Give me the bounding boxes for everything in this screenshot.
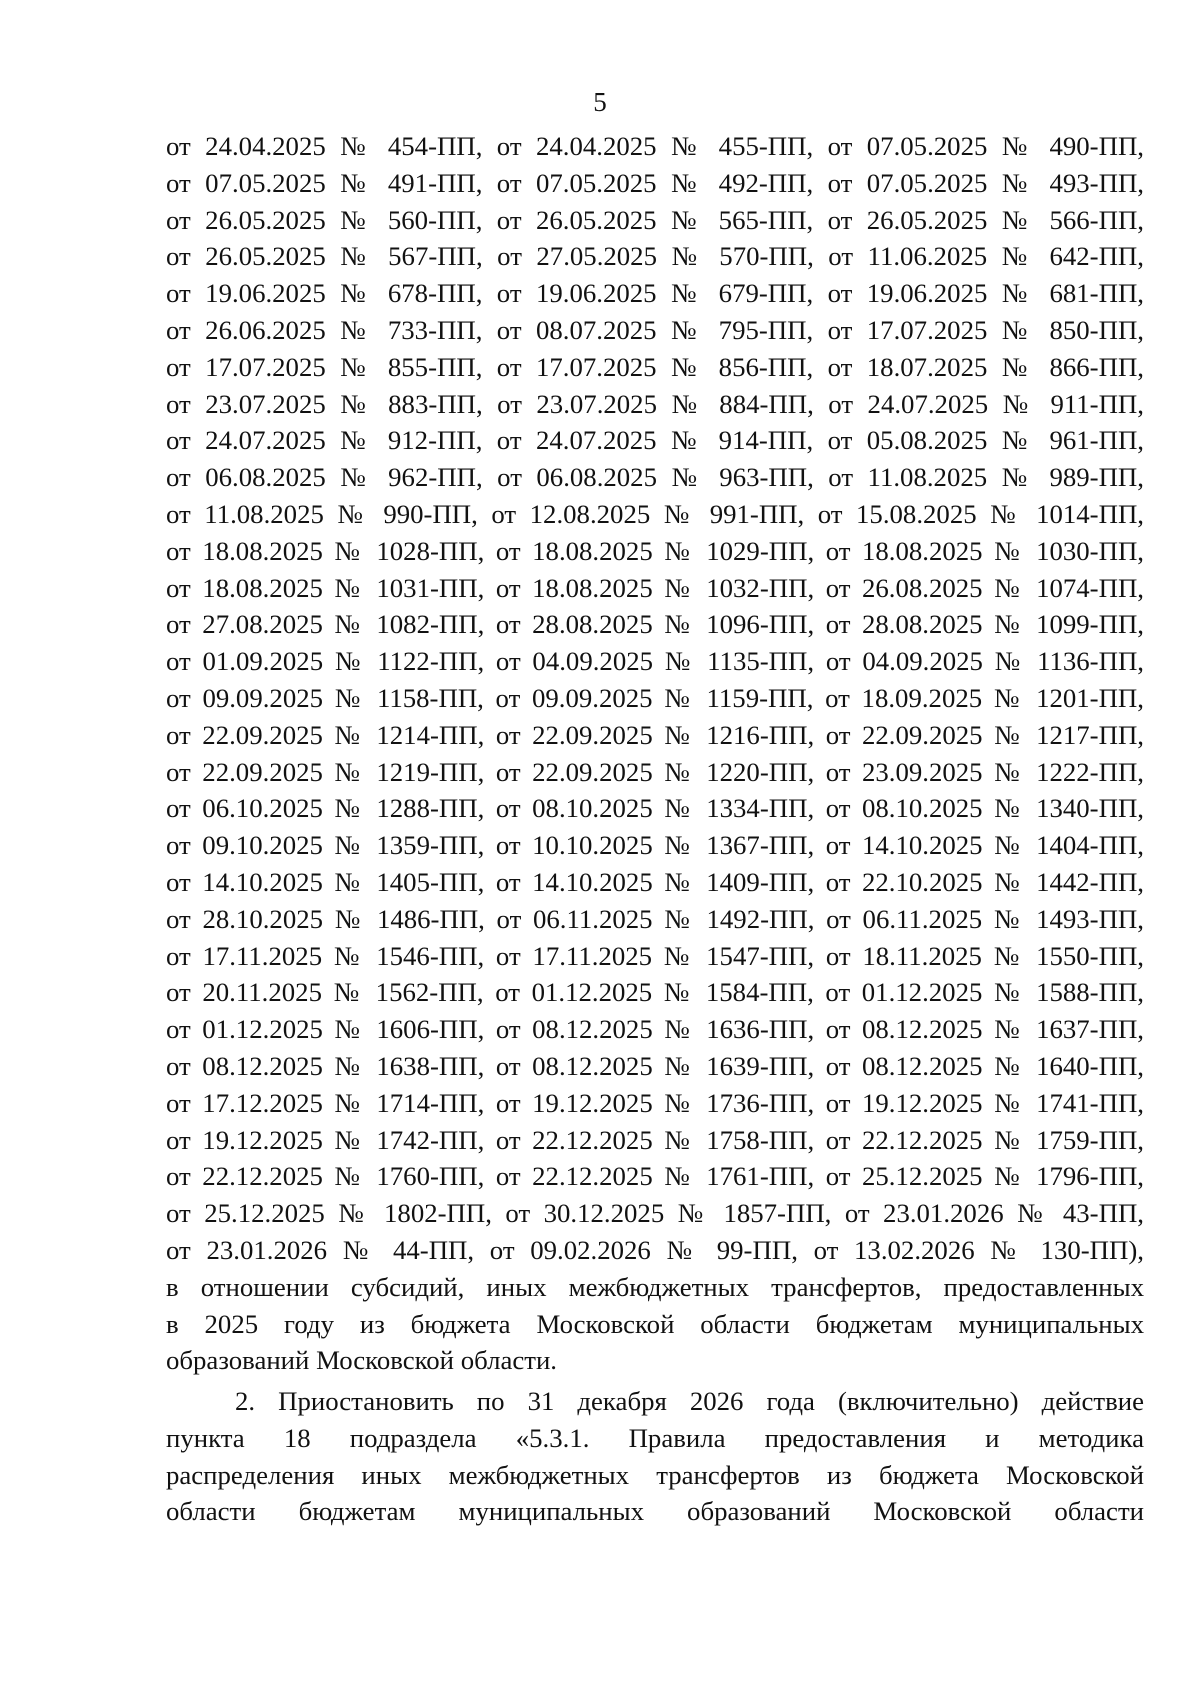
text-line-10: от 06.08.2025 № 962-ПП, от 06.08.2025 № 963-ПП, от 11.08.2025 № 989-ПП, [166, 462, 1144, 493]
text-line-18: от 22.09.2025 № 1219-ПП, от 22.09.2025 № 1220-ПП, от 23.09.2025 № 1222-ПП, [166, 756, 1144, 787]
text-line-19: от 06.10.2025 № 1288-ПП, от 08.10.2025 № 1334-ПП, от 08.10.2025 № 1340-ПП, [166, 793, 1144, 824]
text-line-13: от 18.08.2025 № 1031-ПП, от 18.08.2025 № 1032-ПП, от 26.08.2025 № 1074-ПП, [166, 572, 1144, 603]
paragraph-2-first-line: 2. Приостановить по 31 декабря 2026 года (включительно) действие [235, 1386, 1144, 1417]
text-line-26: от 08.12.2025 № 1638-ПП, от 08.12.2025 № 1639-ПП, от 08.12.2025 № 1640-ПП, [166, 1050, 1144, 1081]
paragraph-2 [166, 1420, 1144, 1530]
document-body [166, 128, 1144, 1530]
text-line-17: от 22.09.2025 № 1214-ПП, от 22.09.2025 № 1216-ПП, от 22.09.2025 № 1217-ПП, [166, 719, 1144, 750]
text-line-9: от 24.07.2025 № 912-ПП, от 24.07.2025 № 914-ПП, от 05.08.2025 № 961-ПП, [166, 425, 1144, 456]
text-line-12: от 18.08.2025 № 1028-ПП, от 18.08.2025 № 1029-ПП, от 18.08.2025 № 1030-ПП, [166, 535, 1144, 566]
text-line-29: от 22.12.2025 № 1760-ПП, от 22.12.2025 № 1761-ПП, от 25.12.2025 № 1796-ПП, [166, 1161, 1144, 1192]
text-line-5: от 19.06.2025 № 678-ПП, от 19.06.2025 № 679-ПП, от 19.06.2025 № 681-ПП, [166, 278, 1144, 309]
list-closing-line: образований Московской области. [166, 1345, 558, 1376]
text-line-21: от 14.10.2025 № 1405-ПП, от 14.10.2025 № 1409-ПП, от 22.10.2025 № 1442-ПП, [166, 866, 1144, 897]
text-line-28: от 19.12.2025 № 1742-ПП, от 22.12.2025 № 1758-ПП, от 22.12.2025 № 1759-ПП, [166, 1124, 1144, 1155]
text-line-2: от 07.05.2025 № 491-ПП, от 07.05.2025 № 492-ПП, от 07.05.2025 № 493-ПП, [166, 167, 1144, 198]
paragraph-2-line-1: пункта 18 подраздела «5.3.1. Правила предоставления и методика [166, 1422, 1144, 1453]
text-line-23: от 17.11.2025 № 1546-ПП, от 17.11.2025 № 1547-ПП, от 18.11.2025 № 1550-ПП, [166, 940, 1144, 971]
paragraph-2-line-2: распределения иных межбюджетных трансфертов из бюджета Московской [166, 1459, 1144, 1490]
text-line-15: от 01.09.2025 № 1122-ПП, от 04.09.2025 № 1135-ПП, от 04.09.2025 № 1136-ПП, [166, 646, 1144, 677]
text-line-16: от 09.09.2025 № 1158-ПП, от 09.09.2025 № 1159-ПП, от 18.09.2025 № 1201-ПП, [166, 682, 1144, 713]
text-line-27: от 17.12.2025 № 1714-ПП, от 19.12.2025 № 1736-ПП, от 19.12.2025 № 1741-ПП, [166, 1087, 1144, 1118]
text-line-6: от 26.06.2025 № 733-ПП, от 08.07.2025 № 795-ПП, от 17.07.2025 № 850-ПП, [166, 314, 1144, 345]
text-line-4: от 26.05.2025 № 567-ПП, от 27.05.2025 № 570-ПП, от 11.06.2025 № 642-ПП, [166, 241, 1144, 272]
text-line-3: от 26.05.2025 № 560-ПП, от 26.05.2025 № 565-ПП, от 26.05.2025 № 566-ПП, [166, 204, 1144, 235]
page-number: 5 [593, 87, 607, 117]
text-line-25: от 01.12.2025 № 1606-ПП, от 08.12.2025 № 1636-ПП, от 08.12.2025 № 1637-ПП, [166, 1014, 1144, 1045]
text-line-11: от 11.08.2025 № 990-ПП, от 12.08.2025 № 991-ПП, от 15.08.2025 № 1014-ПП, [166, 498, 1144, 529]
text-line-24: от 20.11.2025 № 1562-ПП, от 01.12.2025 № 1584-ПП, от 01.12.2025 № 1588-ПП, [166, 977, 1144, 1008]
paragraph-2-line-3: области бюджетам муниципальных образований Московской области [166, 1496, 1144, 1527]
text-line-20: от 09.10.2025 № 1359-ПП, от 10.10.2025 № 1367-ПП, от 14.10.2025 № 1404-ПП, [166, 830, 1144, 861]
text-line-33: в 2025 году из бюджета Московской области бюджетам муниципальных [166, 1308, 1144, 1339]
text-line-30: от 25.12.2025 № 1802-ПП, от 30.12.2025 № 1857-ПП, от 23.01.2026 № 43-ПП, [166, 1198, 1144, 1229]
text-line-7: от 17.07.2025 № 855-ПП, от 17.07.2025 № 856-ПП, от 18.07.2025 № 866-ПП, [166, 351, 1144, 382]
text-line-22: от 28.10.2025 № 1486-ПП, от 06.11.2025 № 1492-ПП, от 06.11.2025 № 1493-ПП, [166, 903, 1144, 934]
text-line-32: в отношении субсидий, иных межбюджетных трансфертов, предоставленных [166, 1271, 1144, 1302]
resolutions-list [166, 128, 1144, 1342]
text-line-8: от 23.07.2025 № 883-ПП, от 23.07.2025 № 884-ПП, от 24.07.2025 № 911-ПП, [166, 388, 1144, 419]
text-line-1: от 24.04.2025 № 454-ПП, от 24.04.2025 № 455-ПП, от 07.05.2025 № 490-ПП, [166, 131, 1144, 161]
text-line-14: от 27.08.2025 № 1082-ПП, от 28.08.2025 № 1096-ПП, от 28.08.2025 № 1099-ПП, [166, 609, 1144, 640]
text-line-31: от 23.01.2026 № 44-ПП, от 09.02.2026 № 99-ПП, от 13.02.2026 № 130-ПП), [166, 1234, 1144, 1265]
